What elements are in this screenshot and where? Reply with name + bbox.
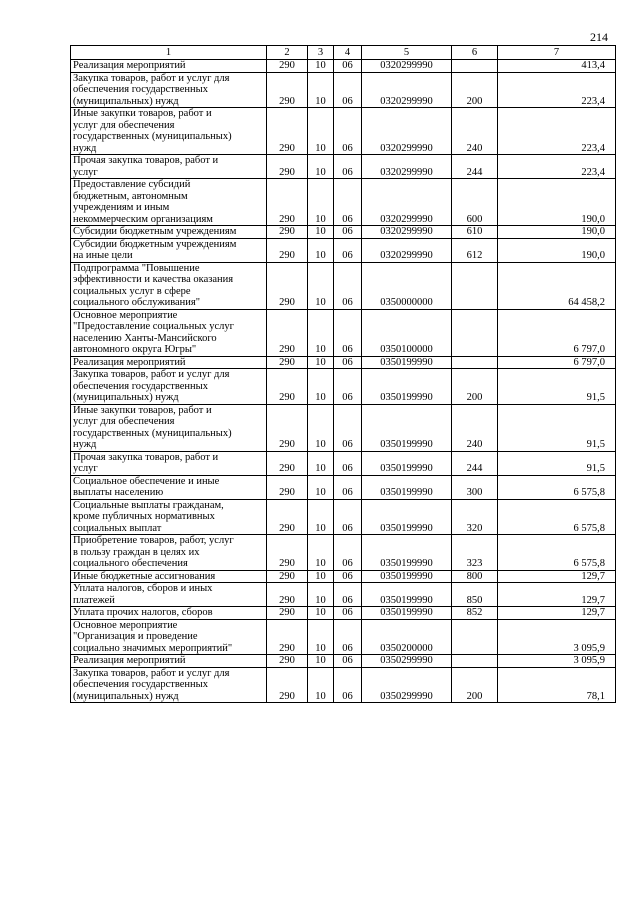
row-expense-type-cell: 610 bbox=[452, 226, 498, 239]
row-expense-type-cell: 852 bbox=[452, 607, 498, 620]
row-expense-type-cell bbox=[452, 356, 498, 369]
row-subsection-cell: 06 bbox=[334, 570, 362, 583]
row-target-article-cell: 0320299990 bbox=[362, 226, 452, 239]
row-amount-cell: 91,5 bbox=[498, 451, 616, 475]
row-amount-cell: 6 575,8 bbox=[498, 535, 616, 571]
row-expense-type-cell: 850 bbox=[452, 583, 498, 607]
row-subsection-cell: 06 bbox=[334, 451, 362, 475]
row-section-cell: 10 bbox=[308, 60, 334, 73]
row-target-article-cell: 0350199990 bbox=[362, 583, 452, 607]
row-section-cell: 10 bbox=[308, 155, 334, 179]
row-expense-type-cell: 200 bbox=[452, 72, 498, 108]
row-subsection-cell: 06 bbox=[334, 179, 362, 226]
table-row bbox=[71, 60, 616, 73]
row-target-article-cell: 0350199990 bbox=[362, 607, 452, 620]
row-subsection-cell: 06 bbox=[334, 475, 362, 499]
row-target-article-cell: 0320299990 bbox=[362, 108, 452, 155]
row-subsection-cell: 06 bbox=[334, 108, 362, 155]
row-section-cell: 10 bbox=[308, 475, 334, 499]
row-expense-type-cell: 600 bbox=[452, 179, 498, 226]
row-section-cell: 10 bbox=[308, 226, 334, 239]
row-amount-cell: 6 575,8 bbox=[498, 475, 616, 499]
table-row bbox=[71, 535, 616, 571]
row-target-article-cell: 0350199990 bbox=[362, 475, 452, 499]
row-amount-cell: 129,7 bbox=[498, 570, 616, 583]
row-subsection-cell: 06 bbox=[334, 667, 362, 703]
header-cell: 2 bbox=[267, 46, 308, 60]
table-row bbox=[71, 451, 616, 475]
row-expense-type-cell: 200 bbox=[452, 667, 498, 703]
row-section-cell: 10 bbox=[308, 356, 334, 369]
row-code-cell: 290 bbox=[267, 655, 308, 668]
row-expense-type-cell: 244 bbox=[452, 155, 498, 179]
row-subsection-cell: 06 bbox=[334, 309, 362, 356]
header-cell: 4 bbox=[334, 46, 362, 60]
row-name-cell: Прочая закупка товаров, работ и услуг bbox=[71, 451, 267, 475]
row-code-cell: 290 bbox=[267, 499, 308, 535]
row-amount-cell: 6 797,0 bbox=[498, 309, 616, 356]
row-target-article-cell: 0350000000 bbox=[362, 262, 452, 309]
row-name-cell: Основное мероприятие "Организация и проведение социально значимых мероприятий" bbox=[71, 619, 267, 655]
row-subsection-cell: 06 bbox=[334, 356, 362, 369]
row-subsection-cell: 06 bbox=[334, 238, 362, 262]
row-name-cell: Уплата налогов, сборов и иных платежей bbox=[71, 583, 267, 607]
row-code-cell: 290 bbox=[267, 451, 308, 475]
table-row bbox=[71, 570, 616, 583]
row-expense-type-cell bbox=[452, 309, 498, 356]
table-row bbox=[71, 607, 616, 620]
table-row bbox=[71, 667, 616, 703]
row-subsection-cell: 06 bbox=[334, 369, 362, 405]
table-row bbox=[71, 369, 616, 405]
row-target-article-cell: 0320299990 bbox=[362, 72, 452, 108]
row-code-cell: 290 bbox=[267, 262, 308, 309]
row-name-cell: Реализация мероприятий bbox=[71, 60, 267, 73]
row-subsection-cell: 06 bbox=[334, 535, 362, 571]
row-subsection-cell: 06 bbox=[334, 226, 362, 239]
row-target-article-cell: 0320299990 bbox=[362, 60, 452, 73]
table-row bbox=[71, 309, 616, 356]
row-expense-type-cell: 200 bbox=[452, 369, 498, 405]
row-name-cell: Уплата прочих налогов, сборов bbox=[71, 607, 267, 620]
row-section-cell: 10 bbox=[308, 369, 334, 405]
row-name-cell: Иные закупки товаров, работ и услуг для обеспечения государственных (муниципальных) нужд bbox=[71, 108, 267, 155]
row-expense-type-cell: 320 bbox=[452, 499, 498, 535]
row-name-cell: Социальные выплаты гражданам, кроме публичных нормативных социальных выплат bbox=[71, 499, 267, 535]
row-expense-type-cell: 612 bbox=[452, 238, 498, 262]
row-name-cell: Субсидии бюджетным учреждениям на иные цели bbox=[71, 238, 267, 262]
row-amount-cell: 190,0 bbox=[498, 179, 616, 226]
header-cell: 3 bbox=[308, 46, 334, 60]
row-subsection-cell: 06 bbox=[334, 262, 362, 309]
row-amount-cell: 91,5 bbox=[498, 404, 616, 451]
row-name-cell: Предоставление субсидий бюджетным, автономным учреждениям и иным некоммерческим организациям bbox=[71, 179, 267, 226]
row-code-cell: 290 bbox=[267, 607, 308, 620]
row-section-cell: 10 bbox=[308, 570, 334, 583]
row-amount-cell: 223,4 bbox=[498, 72, 616, 108]
row-amount-cell: 6 575,8 bbox=[498, 499, 616, 535]
row-amount-cell: 64 458,2 bbox=[498, 262, 616, 309]
row-subsection-cell: 06 bbox=[334, 404, 362, 451]
row-code-cell: 290 bbox=[267, 155, 308, 179]
row-name-cell: Субсидии бюджетным учреждениям bbox=[71, 226, 267, 239]
row-section-cell: 10 bbox=[308, 72, 334, 108]
row-name-cell: Основное мероприятие "Предоставление социальных услуг населению Ханты-Мансийского автономного округа Югры" bbox=[71, 309, 267, 356]
row-amount-cell: 129,7 bbox=[498, 583, 616, 607]
table-row bbox=[71, 155, 616, 179]
budget-table bbox=[70, 45, 616, 703]
row-code-cell: 290 bbox=[267, 535, 308, 571]
header-cell: 7 bbox=[498, 46, 616, 60]
row-amount-cell: 78,1 bbox=[498, 667, 616, 703]
row-subsection-cell: 06 bbox=[334, 499, 362, 535]
table-row bbox=[71, 619, 616, 655]
row-amount-cell: 413,4 bbox=[498, 60, 616, 73]
row-section-cell: 10 bbox=[308, 451, 334, 475]
row-target-article-cell: 0350199990 bbox=[362, 535, 452, 571]
row-section-cell: 10 bbox=[308, 309, 334, 356]
row-target-article-cell: 0350200000 bbox=[362, 619, 452, 655]
row-section-cell: 10 bbox=[308, 535, 334, 571]
row-target-article-cell: 0350299990 bbox=[362, 655, 452, 668]
row-section-cell: 10 bbox=[308, 583, 334, 607]
row-code-cell: 290 bbox=[267, 369, 308, 405]
header-cell: 5 bbox=[362, 46, 452, 60]
row-amount-cell: 190,0 bbox=[498, 238, 616, 262]
table-row bbox=[71, 226, 616, 239]
row-code-cell: 290 bbox=[267, 238, 308, 262]
row-subsection-cell: 06 bbox=[334, 655, 362, 668]
row-subsection-cell: 06 bbox=[334, 583, 362, 607]
table-row bbox=[71, 238, 616, 262]
row-name-cell: Закупка товаров, работ и услуг для обеспечения государственных (муниципальных) нужд bbox=[71, 667, 267, 703]
row-section-cell: 10 bbox=[308, 179, 334, 226]
row-name-cell: Приобретение товаров, работ, услуг в пользу граждан в целях их социального обеспечения bbox=[71, 535, 267, 571]
row-section-cell: 10 bbox=[308, 404, 334, 451]
row-amount-cell: 223,4 bbox=[498, 108, 616, 155]
row-amount-cell: 3 095,9 bbox=[498, 619, 616, 655]
table-row bbox=[71, 499, 616, 535]
row-section-cell: 10 bbox=[308, 238, 334, 262]
row-name-cell: Реализация мероприятий bbox=[71, 356, 267, 369]
row-section-cell: 10 bbox=[308, 667, 334, 703]
row-target-article-cell: 0350199990 bbox=[362, 499, 452, 535]
row-code-cell: 290 bbox=[267, 619, 308, 655]
row-name-cell: Иные закупки товаров, работ и услуг для обеспечения государственных (муниципальных) нужд bbox=[71, 404, 267, 451]
row-code-cell: 290 bbox=[267, 108, 308, 155]
table-row bbox=[71, 404, 616, 451]
row-target-article-cell: 0350199990 bbox=[362, 356, 452, 369]
row-subsection-cell: 06 bbox=[334, 619, 362, 655]
header-cell: 6 bbox=[452, 46, 498, 60]
row-target-article-cell: 0320299990 bbox=[362, 179, 452, 226]
row-code-cell: 290 bbox=[267, 583, 308, 607]
row-expense-type-cell: 240 bbox=[452, 404, 498, 451]
row-code-cell: 290 bbox=[267, 667, 308, 703]
row-code-cell: 290 bbox=[267, 570, 308, 583]
header-row bbox=[71, 46, 616, 60]
row-subsection-cell: 06 bbox=[334, 155, 362, 179]
header-cell: 1 bbox=[71, 46, 267, 60]
row-target-article-cell: 0350299990 bbox=[362, 667, 452, 703]
row-expense-type-cell: 323 bbox=[452, 535, 498, 571]
row-subsection-cell: 06 bbox=[334, 607, 362, 620]
row-section-cell: 10 bbox=[308, 655, 334, 668]
row-amount-cell: 190,0 bbox=[498, 226, 616, 239]
row-target-article-cell: 0320299990 bbox=[362, 155, 452, 179]
row-target-article-cell: 0350199990 bbox=[362, 451, 452, 475]
table-row bbox=[71, 475, 616, 499]
row-expense-type-cell: 240 bbox=[452, 108, 498, 155]
row-code-cell: 290 bbox=[267, 72, 308, 108]
row-amount-cell: 129,7 bbox=[498, 607, 616, 620]
table-body bbox=[71, 60, 616, 703]
row-section-cell: 10 bbox=[308, 619, 334, 655]
row-section-cell: 10 bbox=[308, 499, 334, 535]
row-section-cell: 10 bbox=[308, 108, 334, 155]
table-row bbox=[71, 583, 616, 607]
row-subsection-cell: 06 bbox=[334, 60, 362, 73]
row-code-cell: 290 bbox=[267, 356, 308, 369]
row-code-cell: 290 bbox=[267, 179, 308, 226]
row-code-cell: 290 bbox=[267, 60, 308, 73]
table-row bbox=[71, 655, 616, 668]
row-code-cell: 290 bbox=[267, 309, 308, 356]
row-name-cell: Реализация мероприятий bbox=[71, 655, 267, 668]
row-expense-type-cell: 244 bbox=[452, 451, 498, 475]
row-name-cell: Закупка товаров, работ и услуг для обеспечения государственных (муниципальных) нужд bbox=[71, 72, 267, 108]
row-subsection-cell: 06 bbox=[334, 72, 362, 108]
row-name-cell: Прочая закупка товаров, работ и услуг bbox=[71, 155, 267, 179]
row-amount-cell: 223,4 bbox=[498, 155, 616, 179]
row-target-article-cell: 0350199990 bbox=[362, 570, 452, 583]
table-row bbox=[71, 356, 616, 369]
row-amount-cell: 91,5 bbox=[498, 369, 616, 405]
table-row bbox=[71, 179, 616, 226]
row-expense-type-cell: 800 bbox=[452, 570, 498, 583]
row-expense-type-cell bbox=[452, 619, 498, 655]
table-row bbox=[71, 262, 616, 309]
row-amount-cell: 6 797,0 bbox=[498, 356, 616, 369]
table-row bbox=[71, 108, 616, 155]
row-name-cell: Социальное обеспечение и иные выплаты населению bbox=[71, 475, 267, 499]
row-code-cell: 290 bbox=[267, 226, 308, 239]
row-name-cell: Иные бюджетные ассигнования bbox=[71, 570, 267, 583]
row-target-article-cell: 0350100000 bbox=[362, 309, 452, 356]
table-row bbox=[71, 72, 616, 108]
row-target-article-cell: 0320299990 bbox=[362, 238, 452, 262]
row-expense-type-cell: 300 bbox=[452, 475, 498, 499]
row-section-cell: 10 bbox=[308, 607, 334, 620]
row-name-cell: Закупка товаров, работ и услуг для обеспечения государственных (муниципальных) нужд bbox=[71, 369, 267, 405]
page-number: 214 bbox=[590, 30, 608, 44]
row-section-cell: 10 bbox=[308, 262, 334, 309]
row-expense-type-cell bbox=[452, 262, 498, 309]
row-code-cell: 290 bbox=[267, 475, 308, 499]
row-expense-type-cell bbox=[452, 60, 498, 73]
row-name-cell: Подпрограмма "Повышение эффективности и качества оказания социальных услуг в сфере социального обслуживания" bbox=[71, 262, 267, 309]
row-target-article-cell: 0350199990 bbox=[362, 404, 452, 451]
row-code-cell: 290 bbox=[267, 404, 308, 451]
row-target-article-cell: 0350199990 bbox=[362, 369, 452, 405]
row-expense-type-cell bbox=[452, 655, 498, 668]
row-amount-cell: 3 095,9 bbox=[498, 655, 616, 668]
